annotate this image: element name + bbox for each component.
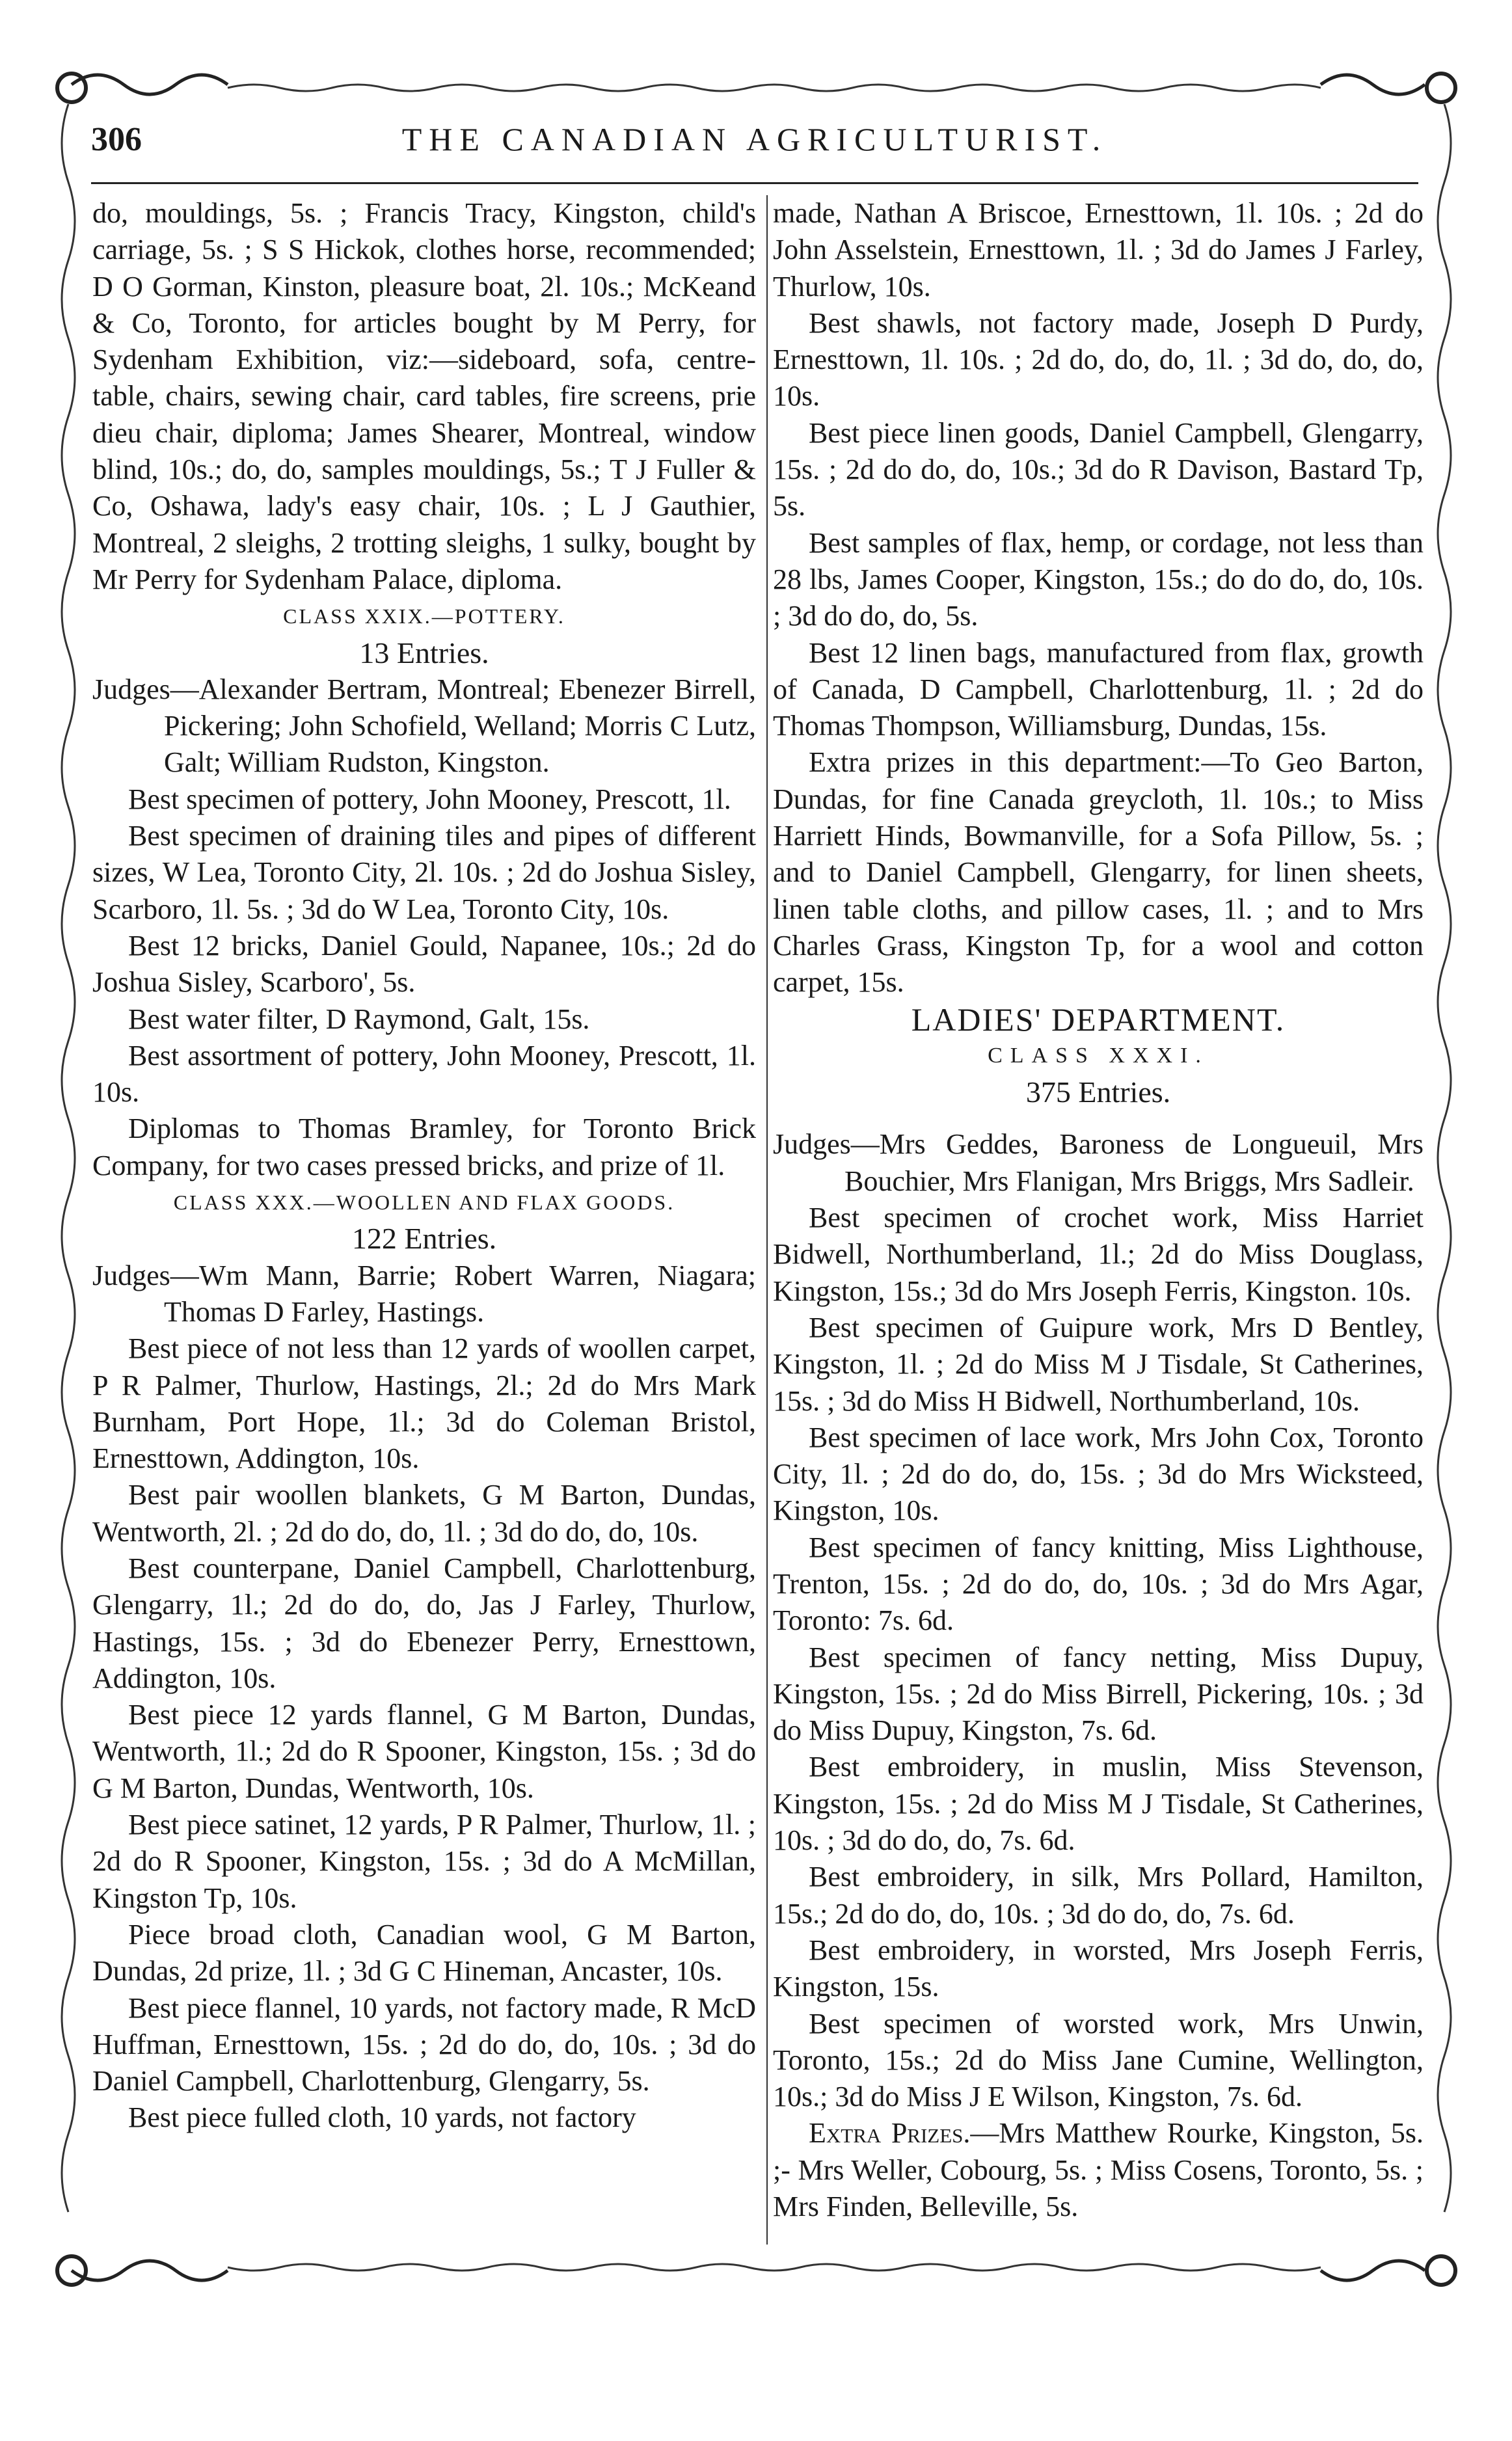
prize-entry: Best 12 linen bags, manufactured from flax, growth of Canada, D Campbell, Charlottenburg, 1l. ; 2d do Thomas Thompson, Williamsburg, Dundas, 15s. — [773, 636, 1424, 742]
prize-entry: Best piece flannel, 10 yards, not factory made, R McD Huffman, Ernesttown, 15s. ; 2d do do, do, 10s. ; 3d do Daniel Campbell, Charlottenburg, Glengarry, 5s. — [92, 1991, 756, 2097]
prize-entry: Best assortment of pottery, John Mooney, Prescott, 1l. 10s. — [92, 1039, 756, 1109]
column-divider — [766, 195, 768, 2245]
entries-count: 375 Entries. — [1025, 1075, 1171, 1109]
prize-entry: Best piece fulled cloth, 10 yards, not factory — [128, 2101, 636, 2134]
prize-entry: Best piece linen goods, Daniel Campbell, Glengarry, 15s. ; 2d do do, do, 10s.; 3d do R Davison, Bastard Tp, 5s. — [773, 416, 1424, 522]
prize-entry: Best embroidery, in muslin, Miss Stevenson, Kingston, 15s. ; 2d do Miss M J Tisdale, St Catherines, 10s. ; 3d do do, do, 7s. 6d. — [773, 1751, 1424, 1857]
prize-entry: Best piece of not less than 12 yards of woollen carpet, P R Palmer, Thurlow, Hastings, 2l.; 2d do Mrs Mark Burnham, Port Hope, 1l.; 3d do Coleman Bristol, Ernesttown, Addington, 10s. — [92, 1332, 756, 1475]
prize-entry: Best specimen of lace work, Mrs John Cox, Toronto City, 1l. ; 2d do do, do, 15s. ; 3d do Mrs Wicksteed, Kingston, 10s. — [773, 1421, 1424, 1527]
entries-count: 13 Entries. — [359, 636, 489, 669]
prize-entry: Best specimen of fancy netting, Miss Dupuy, Kingston, 15s. ; 2d do Miss Birrell, Pickering, 10s. ; 3d do Miss Dupuy, Kingston, 7s. 6d. — [773, 1641, 1424, 1747]
ornament-border-bottom — [46, 2248, 1467, 2293]
page-number: 306 — [91, 121, 142, 158]
judges: Judges—Wm Mann, Barrie; Robert Warren, Niagara; Thomas D Farley, Hastings. — [92, 1259, 756, 1328]
ornament-border-right — [1422, 104, 1467, 2251]
prize-entry: Best piece 12 yards flannel, G M Barton, Dundas, Wentworth, 1l.; 2d do R Spooner, Kingston, 15s. ; 3d do G M Barton, Dundas, Wentworth, 10s. — [92, 1699, 756, 1804]
prize-entry: Best specimen of worsted work, Mrs Unwin, Toronto, 15s.; 2d do Miss Jane Cumine, Wellington, 10s.; 3d do Miss J E Wilson, Kingston, 7s. 6d. — [773, 2007, 1424, 2113]
paragraph: do, mouldings, 5s. ; Francis Tracy, Kingston, child's carriage, 5s. ; S S Hickok, clothes horse, recommended; D O Gorman, Kinston, pleasure boat, 2l. 10s.; McKeand & Co, Toronto, for articles bought by M Perry, for Sydenham Exhibition, viz:—sideboard, sofa, centre-table, chairs, sewing chair, card tables, fire screens, prie dieu chair, diploma; James Shearer, Montreal, window blind, 10s.; do, do, samples mouldings, 5s.; T J Fuller & Co, Oshawa, lady's easy chair, 10s. ; L J Gauthier, Montreal, 2 sleighs, 2 trotting sleighs, 1 sulky, bought by Mr Perry for Sydenham Palace, diploma. — [92, 197, 756, 595]
running-title: THE CANADIAN AGRICULTURIST. — [401, 121, 1108, 157]
prize-entry: Best pair woollen blankets, G M Barton, Dundas, Wentworth, 2l. ; 2d do do, do, 1l. ; 3d do do, do, 10s. — [92, 1479, 756, 1548]
prize-entry: Extra prizes in this department:—To Geo Barton, Dundas, for fine Canada greycloth, 1l. 10s.; to Miss Harriett Hinds, Bowmanville, for a Sofa Pillow, 5s. ; and to Daniel Campbell, Glengarry, for linen sheets, linen table cloths, and pillow cases, 1l. ; and to Mrs Charles Grass, Kingston Tp, for a wool and cotton carpet, 15s. — [773, 746, 1424, 999]
prize-entry: Diplomas to Thomas Bramley, for Toronto Brick Company, for two cases pressed bricks, and prize of 1l. — [92, 1113, 756, 1181]
prize-entry: Best piece satinet, 12 yards, P R Palmer, Thurlow, 1l. ; 2d do R Spooner, Kingston, 15s. ; 3d do A McMillan, Kingston Tp, 10s. — [92, 1809, 756, 1914]
prize-entry: Best 12 bricks, Daniel Gould, Napanee, 10s.; 2d do Joshua Sisley, Scarboro', 5s. — [92, 929, 756, 999]
class-heading: CLASS XXXI. — [988, 1043, 1209, 1068]
prize-entry: Best counterpane, Daniel Campbell, Charlottenburg, Glengarry, 1l.; 2d do do, do, Jas J Farley, Thurlow, Hastings, 15s. ; 3d do Ebenezer Perry, Ernesttown, Addington, 10s. — [92, 1552, 756, 1694]
prize-entry: Best shawls, not factory made, Joseph D Purdy, Ernesttown, 1l. 10s. ; 2d do, do, do, 1l. ; 3d do, do, do, 10s. — [773, 306, 1424, 412]
prize-entry: Best samples of flax, hemp, or cordage, not less than 28 lbs, James Cooper, Kingston, 15s.; do do do, do, 10s. ; 3d do do, do, 5s. — [773, 526, 1424, 632]
ornament-border-top — [46, 62, 1467, 107]
class-heading: CLASS XXX.—WOOLLEN AND FLAX GOODS. — [173, 1191, 675, 1215]
prize-entry: Best specimen of Guipure work, Mrs D Bentley, Kingston, 1l. ; 2d do Miss M J Tisdale, St Catherines, 15s. ; 3d do Miss H Bidwell, Northumberland, 10s. — [773, 1311, 1424, 1417]
ornament-border-left — [46, 104, 91, 2251]
prize-entry-extra — [773, 2115, 1424, 2225]
extra-prizes-label: Extra Prizes. — [809, 2117, 971, 2150]
prize-entry: Best specimen of draining tiles and pipes of different sizes, W Lea, Toronto City, 2l. 10s. ; 2d do Joshua Sisley, Scarboro, 1l. 5s. ; 3d do W Lea, Toronto City, 10s. — [92, 820, 756, 925]
judges: Judges—Mrs Geddes, Baroness de Longueuil, Mrs Bouchier, Mrs Flanigan, Mrs Briggs, Mrs Sadleir. — [773, 1128, 1424, 1197]
entries-count: 122 Entries. — [351, 1222, 497, 1256]
header-rule — [91, 182, 1418, 184]
prize-entry: Best specimen of fancy knitting, Miss Lighthouse, Trenton, 15s. ; 2d do do, do, 10s. ; 3d do Mrs Agar, Toronto: 7s. 6d. — [773, 1531, 1424, 1637]
prize-entry: Best water filter, D Raymond, Galt, 15s. — [128, 1003, 590, 1035]
prize-entry: Best specimen of crochet work, Miss Harriet Bidwell, Northumberland, 1l.; 2d do Miss Douglass, Kingston, 15s.; 3d do Mrs Joseph Ferris, Kingston. 10s. — [773, 1202, 1424, 1307]
right-column — [773, 195, 1424, 2225]
extra-prizes-text: —Mrs Matthew Rourke, Kingston, 5s. ;- Mrs Weller, Cobourg, 5s. ; Miss Cosens, Toronto, 5s. ; Mrs Finden, Belleville, 5s. — [773, 2117, 1424, 2223]
spacer — [773, 1111, 1424, 1126]
class-heading: CLASS XXIX.—POTTERY. — [283, 604, 565, 628]
prize-entry: Best embroidery, in worsted, Mrs Joseph Ferris, Kingston, 15s. — [773, 1934, 1424, 2003]
paragraph: made, Nathan A Briscoe, Ernesttown, 1l. 10s. ; 2d do John Asselstein, Ernesttown, 1l. ; 3d do James J Farley, Thurlow, 10s. — [773, 197, 1424, 303]
prize-entry: Piece broad cloth, Canadian wool, G M Barton, Dundas, 2d prize, 1l. ; 3d G C Hineman, Ancaster, 10s. — [92, 1918, 756, 1988]
prize-entry: Best embroidery, in silk, Mrs Pollard, Hamilton, 15s.; 2d do do, do, 10s. ; 3d do do, do, 7s. 6d. — [773, 1861, 1424, 1930]
department-heading: LADIES' DEPARTMENT. — [911, 1001, 1286, 1038]
prize-entry: Best specimen of pottery, John Mooney, Prescott, 1l. — [128, 783, 731, 815]
judges: Judges—Alexander Bertram, Montreal; Ebenezer Birrell, Pickering; John Schofield, Welland; Morris C Lutz, Galt; William Rudston, Kingston. — [92, 673, 756, 779]
left-column — [92, 195, 756, 2137]
running-header — [91, 114, 1418, 172]
